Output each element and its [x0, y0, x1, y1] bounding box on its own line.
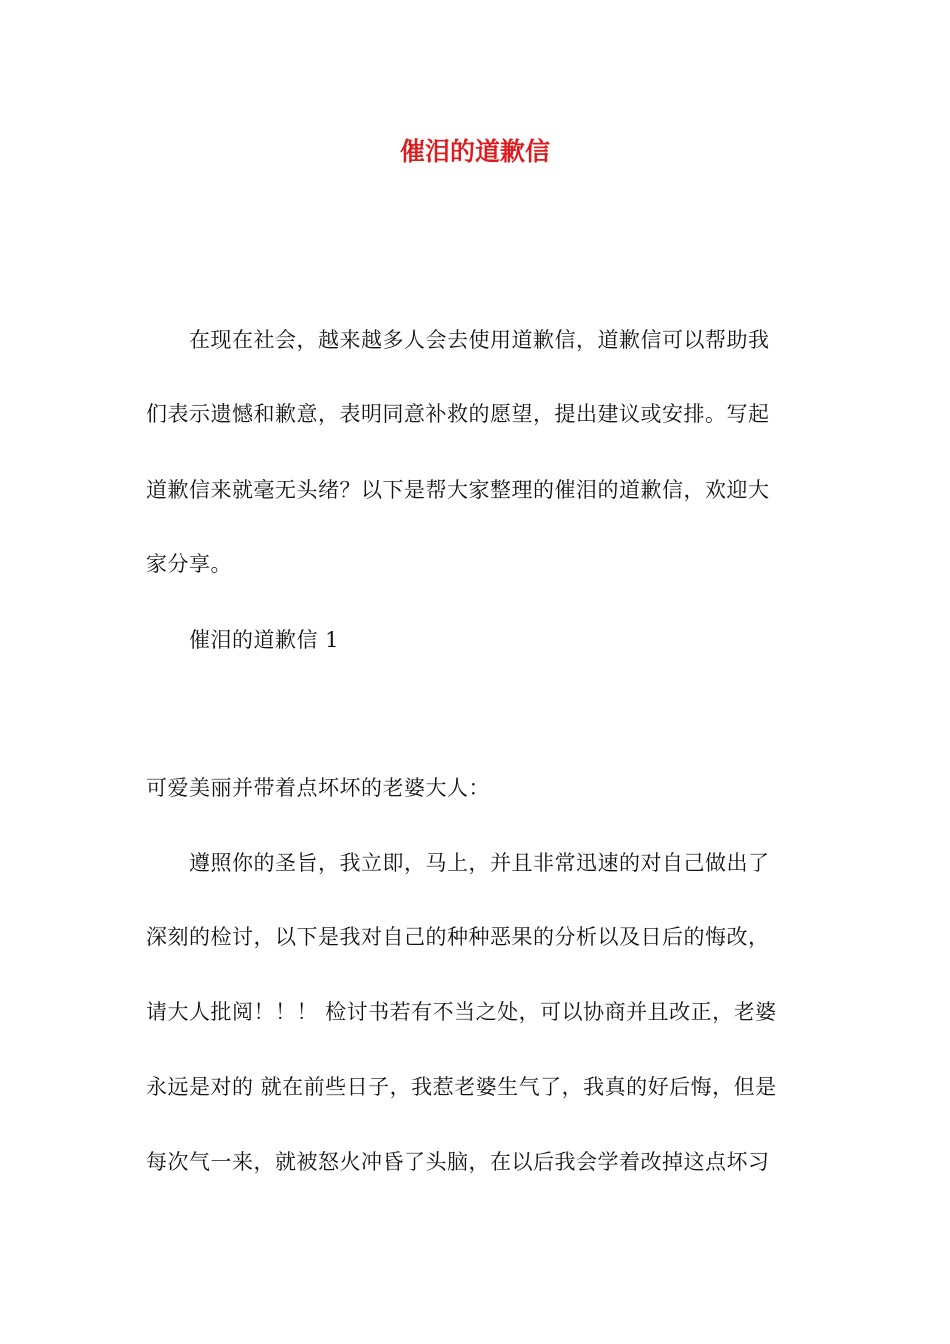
letter-salutation: 可爱美丽并带着点坏坏的老婆大人：	[146, 776, 490, 800]
letter-line-4: 永远是对的 就在前些日子，我惹老婆生气了，我真的好后悔，但是	[146, 1075, 777, 1099]
letter-line-5: 每次气一来，就被怒火冲昏了头脑，在以后我会学着改掉这点坏习	[146, 1150, 770, 1174]
letter-line-1: 遵照你的圣旨，我立即，马上，并且非常迅速的对自己做出了	[189, 851, 770, 875]
intro-line-4: 家分享。	[146, 552, 232, 576]
intro-line-1: 在现在社会，越来越多人会去使用道歉信，道歉信可以帮助我	[189, 328, 770, 352]
page-title: 催泪的道歉信	[399, 137, 550, 166]
section-heading: 催泪的道歉信 1	[189, 628, 340, 652]
letter-line-2: 深刻的检讨，以下是我对自己的种种恶果的分析以及日后的悔改，	[146, 925, 770, 949]
letter-line-3: 请大人批阅！！！ 检讨书若有不当之处，可以协商并且改正，老婆	[146, 1000, 777, 1024]
intro-line-2: 们表示遗憾和歉意，表明同意补救的愿望，提出建议或安排。写起	[146, 402, 770, 426]
intro-line-3: 道歉信来就毫无头绪？以下是帮大家整理的催泪的道歉信，欢迎大	[146, 478, 770, 502]
